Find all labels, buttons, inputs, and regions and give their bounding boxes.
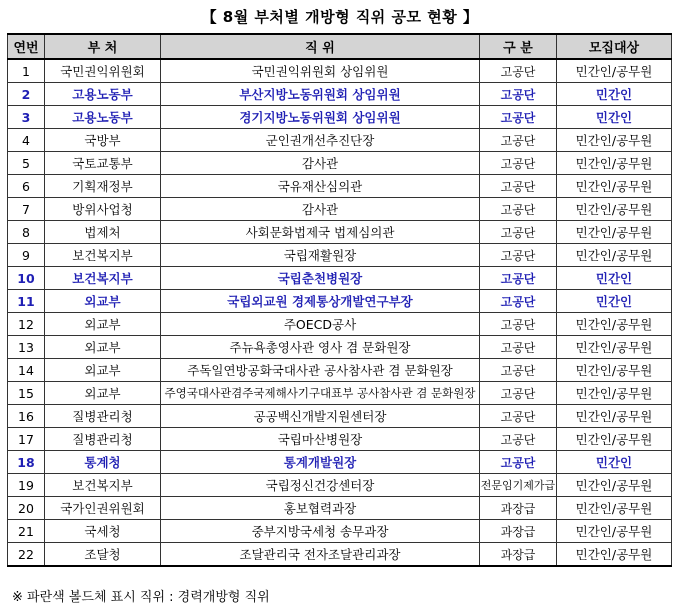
table-row xyxy=(8,106,672,129)
table-row xyxy=(8,59,672,83)
table-row xyxy=(8,267,672,290)
cell-type: 고공단 xyxy=(480,267,557,290)
cell-type: 고공단 xyxy=(480,451,557,474)
cell-type: 과장급 xyxy=(480,520,557,543)
cell-target: 민간인/공무원 xyxy=(557,474,672,497)
cell-target: 민간인/공무원 xyxy=(557,543,672,567)
cell-dept: 국세청 xyxy=(45,520,161,543)
cell-dept: 외교부 xyxy=(45,313,161,336)
cell-target: 민간인 xyxy=(557,267,672,290)
cell-dept: 기획재정부 xyxy=(45,175,161,198)
cell-position: 국립재활원장 xyxy=(161,244,480,267)
cell-type: 고공단 xyxy=(480,359,557,382)
table-row xyxy=(8,244,672,267)
cell-no: 2 xyxy=(8,83,45,106)
cell-no: 4 xyxy=(8,129,45,152)
table-header-row xyxy=(8,34,672,59)
cell-no: 18 xyxy=(8,451,45,474)
table-row xyxy=(8,451,672,474)
cell-target: 민간인 xyxy=(557,451,672,474)
cell-target: 민간인/공무원 xyxy=(557,221,672,244)
cell-dept: 국가인권위원회 xyxy=(45,497,161,520)
cell-position: 조달관리국 전자조달관리과장 xyxy=(161,543,480,567)
cell-dept: 외교부 xyxy=(45,290,161,313)
cell-target: 민간인/공무원 xyxy=(557,244,672,267)
cell-type: 고공단 xyxy=(480,290,557,313)
cell-no: 9 xyxy=(8,244,45,267)
table-row xyxy=(8,543,672,567)
cell-no: 7 xyxy=(8,198,45,221)
cell-target: 민간인 xyxy=(557,290,672,313)
table-row xyxy=(8,198,672,221)
cell-type: 고공단 xyxy=(480,129,557,152)
cell-no: 21 xyxy=(8,520,45,543)
table-row xyxy=(8,83,672,106)
table-row xyxy=(8,382,672,405)
header-type: 구 분 xyxy=(480,34,557,59)
cell-type: 고공단 xyxy=(480,336,557,359)
cell-no: 20 xyxy=(8,497,45,520)
cell-dept: 통계청 xyxy=(45,451,161,474)
cell-type: 고공단 xyxy=(480,83,557,106)
cell-no: 15 xyxy=(8,382,45,405)
cell-position: 주독일연방공화국대사관 공사참사관 겸 문화원장 xyxy=(161,359,480,382)
cell-no: 1 xyxy=(8,59,45,83)
cell-type: 고공단 xyxy=(480,382,557,405)
cell-no: 3 xyxy=(8,106,45,129)
cell-position: 감사관 xyxy=(161,198,480,221)
cell-dept: 질병관리청 xyxy=(45,405,161,428)
table-row xyxy=(8,175,672,198)
cell-target: 민간인/공무원 xyxy=(557,129,672,152)
cell-target: 민간인/공무원 xyxy=(557,313,672,336)
table-row xyxy=(8,336,672,359)
table-row xyxy=(8,428,672,451)
cell-position: 홍보협력과장 xyxy=(161,497,480,520)
header-position: 직 위 xyxy=(161,34,480,59)
table-row xyxy=(8,474,672,497)
cell-target: 민간인/공무원 xyxy=(557,382,672,405)
cell-position: 주OECD공사 xyxy=(161,313,480,336)
cell-dept: 고용노동부 xyxy=(45,83,161,106)
cell-dept: 보건복지부 xyxy=(45,474,161,497)
cell-target: 민간인/공무원 xyxy=(557,336,672,359)
cell-position: 국유재산심의관 xyxy=(161,175,480,198)
cell-target: 민간인/공무원 xyxy=(557,152,672,175)
table-row xyxy=(8,359,672,382)
cell-target: 민간인/공무원 xyxy=(557,175,672,198)
cell-type: 고공단 xyxy=(480,405,557,428)
cell-position: 감사관 xyxy=(161,152,480,175)
cell-dept: 조달청 xyxy=(45,543,161,567)
cell-no: 22 xyxy=(8,543,45,567)
cell-dept: 외교부 xyxy=(45,382,161,405)
cell-target: 민간인 xyxy=(557,106,672,129)
header-dept: 부 처 xyxy=(45,34,161,59)
cell-dept: 외교부 xyxy=(45,359,161,382)
table-row xyxy=(8,152,672,175)
cell-no: 17 xyxy=(8,428,45,451)
cell-no: 14 xyxy=(8,359,45,382)
cell-position: 공공백신개발지원센터장 xyxy=(161,405,480,428)
table-row xyxy=(8,129,672,152)
cell-type: 고공단 xyxy=(480,244,557,267)
cell-position: 중부지방국세청 송무과장 xyxy=(161,520,480,543)
cell-no: 16 xyxy=(8,405,45,428)
cell-target: 민간인/공무원 xyxy=(557,520,672,543)
cell-dept: 고용노동부 xyxy=(45,106,161,129)
cell-position: 사회문화법제국 법제심의관 xyxy=(161,221,480,244)
cell-position: 국립마산병원장 xyxy=(161,428,480,451)
cell-dept: 외교부 xyxy=(45,336,161,359)
cell-type: 과장급 xyxy=(480,543,557,567)
cell-target: 민간인/공무원 xyxy=(557,198,672,221)
cell-no: 10 xyxy=(8,267,45,290)
cell-position: 국민권익위원회 상임위원 xyxy=(161,59,480,83)
cell-dept: 국방부 xyxy=(45,129,161,152)
cell-no: 8 xyxy=(8,221,45,244)
cell-position: 주뉴욕총영사관 영사 겸 문화원장 xyxy=(161,336,480,359)
cell-position: 군인권개선추진단장 xyxy=(161,129,480,152)
cell-target: 민간인/공무원 xyxy=(557,59,672,83)
header-target: 모집대상 xyxy=(557,34,672,59)
recruitment-table xyxy=(7,33,672,567)
table-row xyxy=(8,497,672,520)
page-title: 【 8월 부처별 개방형 직위 공모 현황 】 xyxy=(201,8,479,26)
header-no: 연번 xyxy=(8,34,45,59)
cell-no: 5 xyxy=(8,152,45,175)
cell-dept: 국민권익위원회 xyxy=(45,59,161,83)
table-row xyxy=(8,520,672,543)
cell-dept: 방위사업청 xyxy=(45,198,161,221)
table-row xyxy=(8,313,672,336)
footnote: ※ 파란색 볼드체 표시 직위 : 경력개방형 직위 xyxy=(12,590,270,605)
cell-target: 민간인/공무원 xyxy=(557,405,672,428)
cell-position: 부산지방노동위원회 상임위원 xyxy=(161,83,480,106)
cell-type: 고공단 xyxy=(480,175,557,198)
cell-type: 고공단 xyxy=(480,313,557,336)
cell-type: 과장급 xyxy=(480,497,557,520)
cell-type: 고공단 xyxy=(480,221,557,244)
cell-no: 19 xyxy=(8,474,45,497)
cell-position: 통계개발원장 xyxy=(161,451,480,474)
cell-position: 국립정신건강센터장 xyxy=(161,474,480,497)
cell-target: 민간인 xyxy=(557,83,672,106)
cell-position: 국립외교원 경제통상개발연구부장 xyxy=(161,290,480,313)
cell-no: 12 xyxy=(8,313,45,336)
table-row xyxy=(8,405,672,428)
cell-dept: 보건복지부 xyxy=(45,244,161,267)
cell-type: 고공단 xyxy=(480,106,557,129)
cell-dept: 법제처 xyxy=(45,221,161,244)
cell-type: 고공단 xyxy=(480,152,557,175)
cell-type: 전문임기제가급 xyxy=(480,474,557,497)
cell-dept: 국토교통부 xyxy=(45,152,161,175)
cell-no: 11 xyxy=(8,290,45,313)
cell-target: 민간인/공무원 xyxy=(557,359,672,382)
cell-target: 민간인/공무원 xyxy=(557,497,672,520)
cell-target: 민간인/공무원 xyxy=(557,428,672,451)
cell-position: 국립춘천병원장 xyxy=(161,267,480,290)
table-row xyxy=(8,221,672,244)
cell-dept: 보건복지부 xyxy=(45,267,161,290)
cell-position: 경기지방노동위원회 상임위원 xyxy=(161,106,480,129)
table-row xyxy=(8,290,672,313)
cell-dept: 질병관리청 xyxy=(45,428,161,451)
cell-no: 6 xyxy=(8,175,45,198)
cell-position: 주영국대사관겸주국제해사기구대표부 공사참사관 겸 문화원장 xyxy=(161,382,480,405)
cell-type: 고공단 xyxy=(480,428,557,451)
cell-no: 13 xyxy=(8,336,45,359)
cell-type: 고공단 xyxy=(480,198,557,221)
cell-type: 고공단 xyxy=(480,59,557,83)
